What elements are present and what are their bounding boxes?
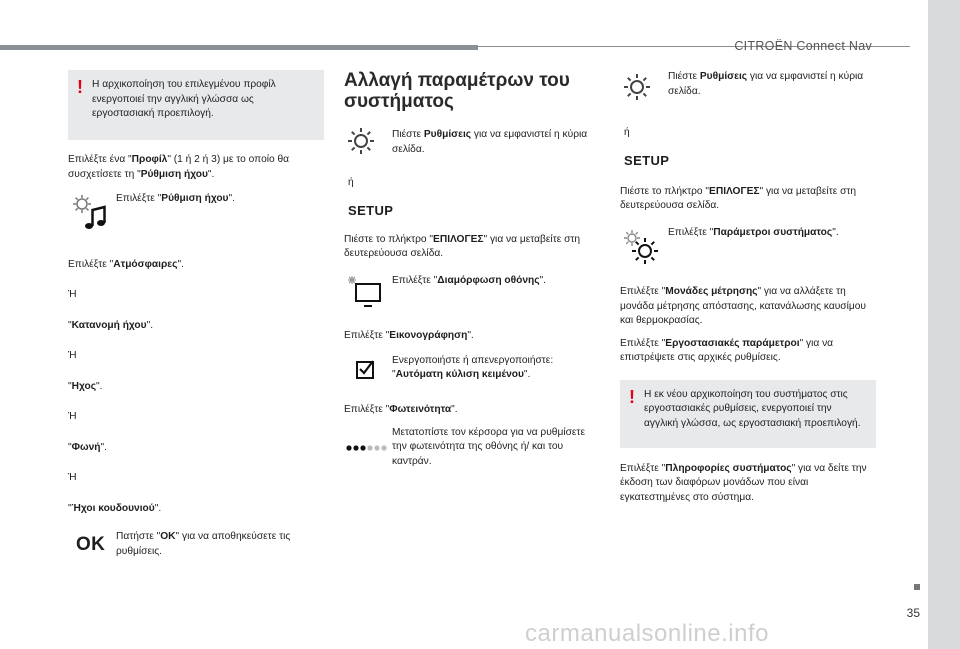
or-label: Ή	[68, 472, 77, 483]
settings-icon	[620, 70, 668, 110]
step-row	[344, 274, 600, 316]
or-label: ή	[624, 126, 630, 138]
or-label: Ή	[68, 289, 77, 300]
paragraph: Πιέστε το πλήκτρο "ΕΠΙΛΟΓΕΣ" για να μεταβείτε στη δευτερεύουσα σελίδα.	[620, 185, 857, 211]
page-number: 35	[906, 606, 920, 620]
step-text: Πιέστε Ρυθμίσεις για να εμφανιστεί η κύρια σελίδα.	[668, 71, 864, 97]
step-text: Επιλέξτε "Ρύθμιση ήχου".	[116, 193, 235, 204]
paragraph: Επιλέξτε "Ατμόσφαιρες".	[68, 258, 184, 270]
display-settings-icon	[344, 274, 392, 316]
paragraph: Επιλέξτε "Εικονογράφηση".	[344, 330, 474, 341]
system-settings-icon	[620, 226, 668, 272]
paragraph: Επιλέξτε "Μονάδες μέτρησης" για να αλλάξετε τη μονάδα μέτρησης απόστασης, κατανάλωσης καυσίμου και θερμοκρασίας.	[620, 286, 866, 326]
column-1	[68, 70, 324, 560]
step-row	[344, 354, 600, 390]
step-text: Πατήστε "OK" για να αποθηκεύσετε τις ρυθμίσεις.	[116, 531, 291, 557]
paragraph: Επιλέξτε "Φωτεινότητα".	[344, 404, 458, 415]
ok-button-icon: OK	[76, 534, 106, 555]
paragraph: Επιλέξτε "Εργοστασιακές παράμετροι" για να επιστρέψετε στις αρχικές ρυθμίσεις.	[620, 337, 834, 363]
column-2	[344, 70, 600, 471]
option: "Φωνή".	[68, 441, 107, 453]
step-text: Επιλέξτε "Διαμόρφωση οθόνης".	[392, 274, 546, 286]
or-label: Ή	[68, 350, 77, 361]
note-box	[68, 70, 324, 140]
step-row	[68, 190, 324, 240]
step-row	[344, 124, 600, 164]
note-text: Η αρχικοποίηση του επιλεγμένου προφίλ ενεργοποιεί την αγγλική γλώσσα ως εργοστασιακή προεπιλογή.	[92, 79, 276, 119]
step-text: Πιέστε Ρυθμίσεις για να εμφανιστεί η κύρια σελίδα.	[392, 129, 588, 155]
page-marker	[914, 584, 920, 590]
checkbox-icon	[344, 354, 392, 390]
brand-header: CITROËN Connect Nav	[734, 39, 872, 53]
warning-icon: !	[77, 77, 83, 97]
or-label: Ή	[68, 411, 77, 422]
header-rule-thick	[0, 45, 478, 50]
paragraph: Πιέστε το πλήκτρο "ΕΠΙΛΟΓΕΣ" για να μεταβείτε στη δευτερεύουσα σελίδα.	[344, 233, 581, 259]
or-label: ή	[348, 176, 354, 188]
setup-button-label: SETUP	[348, 203, 394, 218]
note-text: Η εκ νέου αρχικοποίηση του συστήματος στις εργοστασιακές ρυθμίσεις, ενεργοποιεί την αγγλική γλώσσα, ως εργοστασιακή προεπιλογή.	[644, 388, 861, 429]
step-row	[620, 226, 876, 272]
slider-dots-icon	[344, 426, 392, 472]
paragraph: Επιλέξτε ένα "Προφίλ" (1 ή 2 ή 3) με το οποίο θα συσχετίσετε τη "Ρύθμιση ήχου".	[68, 154, 290, 180]
setup-button-label: SETUP	[624, 153, 670, 168]
step-row	[620, 70, 876, 110]
settings-icon	[344, 124, 392, 164]
step-text: Μετατοπίστε τον κέρσορα για να ρυθμίσετε την φωτεινότητα της οθόνης ή/ και του καντράν.	[392, 426, 585, 467]
step-row	[68, 530, 324, 560]
sound-settings-icon	[68, 190, 116, 240]
warning-icon: !	[629, 386, 635, 407]
option: "Ήχοι κουδουνιού".	[68, 502, 162, 514]
step-text: Ενεργοποιήστε ή απενεργοποιήστε: "Αυτόματη κύλιση κειμένου".	[392, 354, 554, 380]
note-box	[620, 380, 876, 448]
paragraph: Επιλέξτε "Πληροφορίες συστήματος" για να δείτε την έκδοση των διαφόρων μονάδων που είναι εγκατεστημένες στο σύστημα.	[620, 462, 867, 503]
column-3	[620, 70, 876, 505]
option: "Κατανομή ήχου".	[68, 319, 154, 331]
section-title: Αλλαγή παραμέτρων του συστήματος	[344, 70, 570, 112]
side-strip	[928, 0, 960, 649]
watermark: carmanualsonline.info	[525, 620, 769, 647]
step-row	[344, 426, 600, 472]
step-text: Επιλέξτε "Παράμετροι συστήματος".	[668, 226, 839, 238]
option: "Ηχος".	[68, 380, 103, 392]
